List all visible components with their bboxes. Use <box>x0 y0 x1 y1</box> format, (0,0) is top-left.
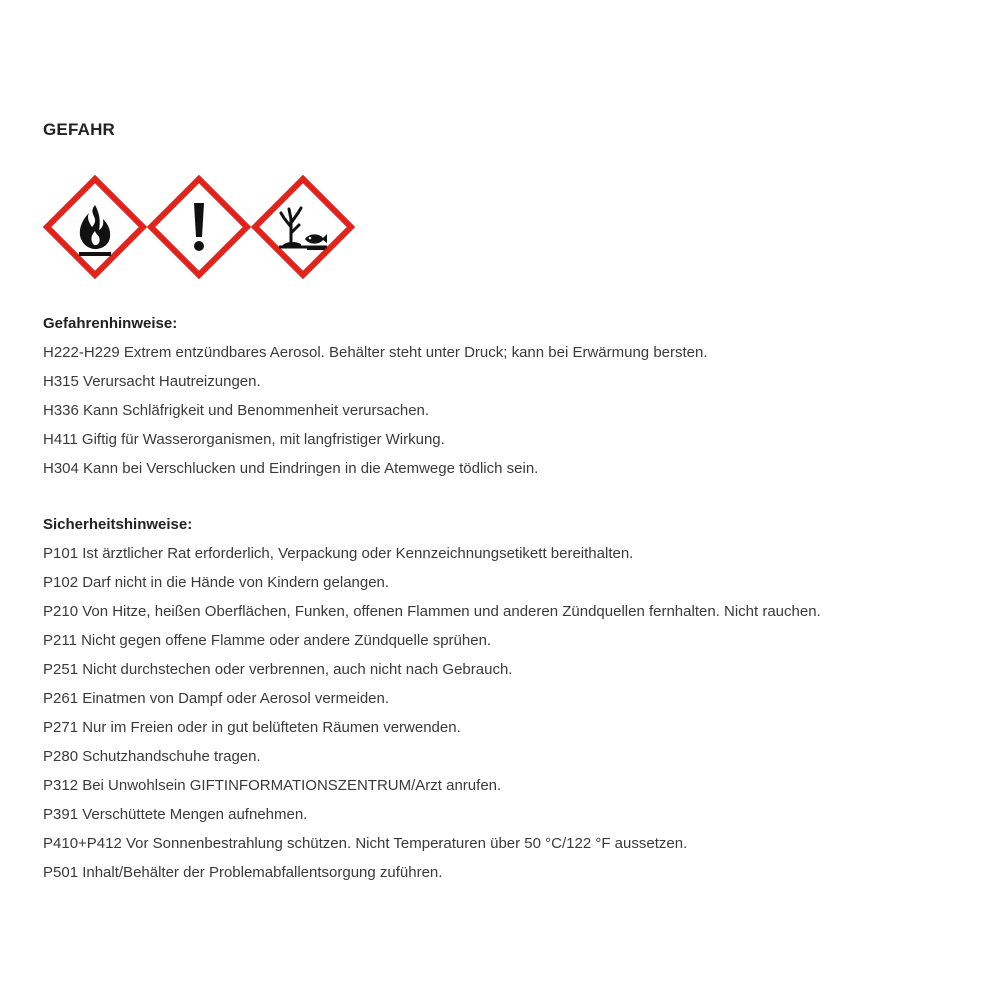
hazard-statement: H411 Giftig für Wasserorganismen, mit langfristiger Wirkung. <box>43 431 445 448</box>
precautionary-statement: P210 Von Hitze, heißen Oberflächen, Funken, offenen Flammen und anderen Zündquellen fernhalten. Nicht rauchen. <box>43 603 821 620</box>
precautionary-statements-section <box>43 510 963 887</box>
precautionary-statement: P102 Darf nicht in die Hände von Kindern gelangen. <box>43 574 390 591</box>
precautionary-statement: P261 Einatmen von Dampf oder Aerosol vermeiden. <box>43 690 390 707</box>
precautionary-statement: P271 Nur im Freien oder in gut belüfteten Räumen verwenden. <box>43 719 461 736</box>
flame-icon <box>43 175 147 279</box>
hazard-statement: H315 Verursacht Hautreizungen. <box>43 373 261 390</box>
hazard-statement: H222-H229 Extrem entzündbares Aerosol. Behälter steht unter Druck; kann bei Erwärmung bersten. <box>43 344 708 361</box>
precautionary-statement: P211 Nicht gegen offene Flamme oder andere Zündquelle sprühen. <box>43 632 492 649</box>
precautionary-statement: P410+P412 Vor Sonnenbestrahlung schützen. Nicht Temperaturen über 50 °C/122 °F aussetzen. <box>43 835 688 852</box>
hazard-statement: H336 Kann Schläfrigkeit und Benommenheit verursachen. <box>43 402 430 419</box>
precautionary-statement: P501 Inhalt/Behälter der Problemabfallentsorgung zuführen. <box>43 864 443 881</box>
precautionary-statement: P391 Verschüttete Mengen aufnehmen. <box>43 806 308 823</box>
exclamation-icon <box>147 175 251 279</box>
hazard-pictograms <box>43 175 355 279</box>
hazard-statement: H304 Kann bei Verschlucken und Eindringen in die Atemwege tödlich sein. <box>43 460 539 477</box>
signal-word: GEFAHR <box>43 120 116 139</box>
hazard-statements-section <box>43 309 963 483</box>
environment-icon <box>251 175 355 279</box>
precautionary-statement: P280 Schutzhandschuhe tragen. <box>43 748 261 765</box>
precautionary-statement: P312 Bei Unwohlsein GIFTINFORMATIONSZENTRUM/Arzt anrufen. <box>43 777 502 794</box>
precautionary-statement: P101 Ist ärztlicher Rat erforderlich, Verpackung oder Kennzeichnungsetikett bereithalten. <box>43 545 634 562</box>
precautionary-statements-heading: Sicherheitshinweise: <box>43 516 193 533</box>
hazard-statements-heading: Gefahrenhinweise: <box>43 315 178 332</box>
precautionary-statement: P251 Nicht durchstechen oder verbrennen, auch nicht nach Gebrauch. <box>43 661 513 678</box>
